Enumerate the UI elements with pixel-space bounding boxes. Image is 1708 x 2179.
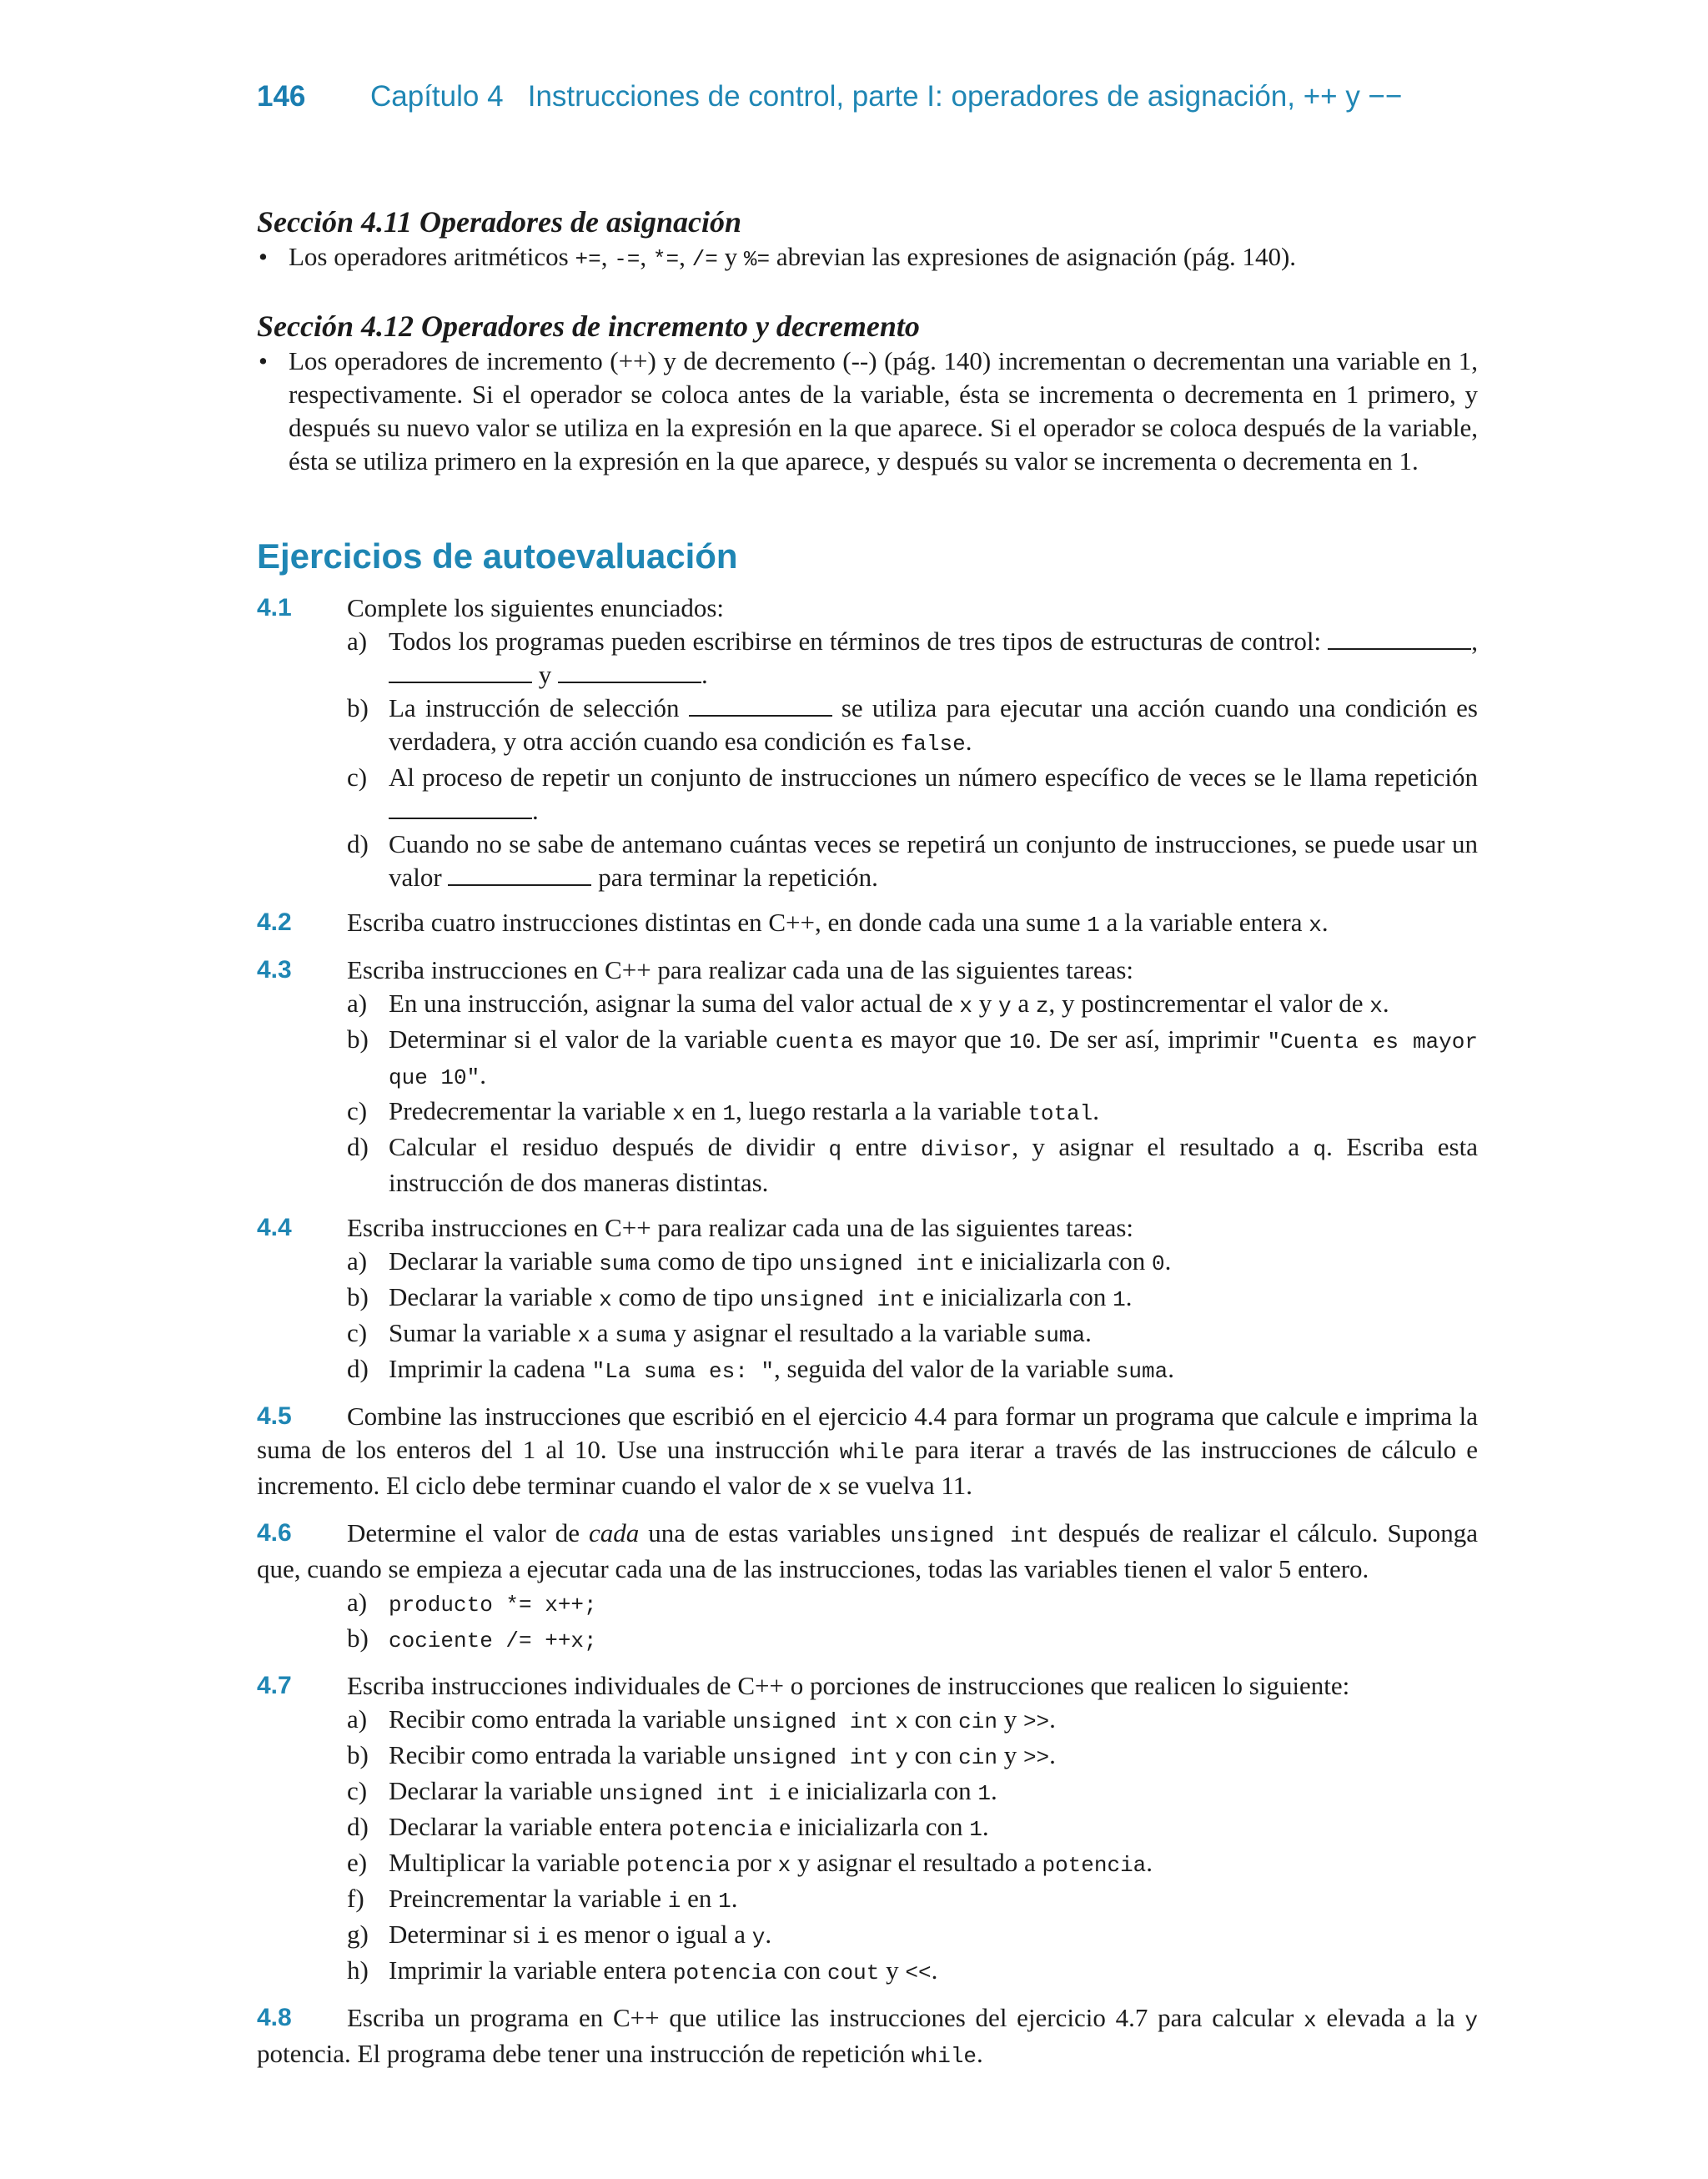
exercise-number: 4.2 xyxy=(257,908,292,936)
list-item: d) Calcular el residuo después de dividir q entre divisor, y asignar el resultado a q. Escriba esta instrucción de dos maneras distintas. xyxy=(347,1132,1478,1197)
exercise-stem: Escriba instrucciones en C++ para realizar cada una de las siguientes tareas: xyxy=(347,955,1134,984)
answer-blank[interactable] xyxy=(389,658,532,683)
section-bullet-4-11: • Los operadores aritméticos +=, -=, *=, /= y %= abrevian las expresiones de asignación (pág. 140). xyxy=(257,240,1478,276)
list-item: c) Predecrementar la variable x en 1, luego restarla a la variable total. xyxy=(347,1096,1099,1126)
exercise-4-4 xyxy=(257,1211,1478,1388)
section-bullet-4-12: • Los operadores de incremento (++) y de decremento (--) (pág. 140) incrementan o decrementan una variable en 1, respectivamente. Si el operador se coloca antes de la variable, ésta se incrementa o decrementa en 1 primero, y después su nuevo valor se utiliza en la expresión en la que aparece. Si el operador se coloca después de la variable, ésta se utiliza primero en la expresión en la que aparece, y después su valor se incrementa o decrementa en 1. xyxy=(257,345,1478,478)
exercises-heading: Ejercicios de autoevaluación xyxy=(257,536,738,576)
exercise-number: 4.3 xyxy=(257,956,292,984)
page-number: 146 xyxy=(257,80,306,113)
list-item: d) Cuando no se sabe de antemano cuántas veces se repetirá un conjunto de instrucciones, se puede usar un valor para terminar la repetición. xyxy=(347,829,1478,892)
answer-blank[interactable] xyxy=(1328,625,1471,650)
exercise-4-7 xyxy=(257,1669,1478,1990)
list-item: a) Todos los programas pueden escribirse en términos de tres tipos de estructuras de control: , y . xyxy=(347,627,1478,689)
exercise-stem: Escriba instrucciones en C++ para realizar cada una de las siguientes tareas: xyxy=(347,1213,1134,1242)
list-item: c) Al proceso de repetir un conjunto de instrucciones un número específico de veces se le llama repetición . xyxy=(347,762,1478,825)
list-item: d) Imprimir la cadena "La suma es: ", seguida del valor de la variable suma. xyxy=(347,1354,1174,1384)
list-item: e) Multiplicar la variable potencia por x y asignar el resultado a potencia. xyxy=(347,1848,1153,1878)
list-item: a) Declarar la variable suma como de tipo unsigned int e inicializarla con 0. xyxy=(347,1246,1172,1276)
chapter-title: Capítulo 4 Instrucciones de control, parte I: operadores de asignación, ++ y −− xyxy=(370,80,1403,113)
exercise-4-3 xyxy=(257,954,1478,1200)
section-heading-4-12: Sección 4.12 Operadores de incremento y decremento xyxy=(257,309,920,343)
list-item: f) Preincrementar la variable i en 1. xyxy=(347,1884,738,1914)
exercise-stem: Combine las instrucciones que escribió en el ejercicio 4.4 para formar un programa que calcule e imprima la suma de los enteros del 1 al 10. Use una instrucción while para iterar a través de las instrucciones de cálculo e incremento. El ciclo debe terminar cuando el valor de x se vuelva 11. xyxy=(257,1402,1478,1501)
exercise-number: 4.5 xyxy=(257,1402,292,1430)
exercise-stem: Escriba un programa en C++ que utilice las instrucciones del ejercicio 4.7 para calcular x elevada a la y potencia. El programa debe tener una instrucción de repetición while. xyxy=(257,2003,1479,2069)
list-item: c) Declarar la variable unsigned int i e inicializarla con 1. xyxy=(347,1776,997,1806)
answer-blank[interactable] xyxy=(558,658,701,683)
exercise-4-2 xyxy=(257,906,1478,942)
exercise-number: 4.7 xyxy=(257,1672,292,1699)
page-body xyxy=(257,204,1478,2073)
exercise-stem: Complete los siguientes enunciados: xyxy=(347,593,725,622)
list-item: g) Determinar si i es menor o igual a y. xyxy=(347,1920,772,1950)
answer-blank[interactable] xyxy=(389,794,532,819)
exercise-stem: Escriba instrucciones individuales de C++ o porciones de instrucciones que realicen lo siguiente: xyxy=(347,1671,1350,1700)
answer-blank[interactable] xyxy=(448,861,591,886)
exercise-4-1 xyxy=(257,591,1478,894)
list-item: a) En una instrucción, asignar la suma del valor actual de x y y a z, y postincrementar el valor de x. xyxy=(347,989,1389,1019)
list-item: h) Imprimir la variable entera potencia con cout y <<. xyxy=(347,1955,938,1985)
answer-blank[interactable] xyxy=(689,692,832,717)
list-item: c) Sumar la variable x a suma y asignar el resultado a la variable suma. xyxy=(347,1318,1092,1348)
exercise-number: 4.4 xyxy=(257,1214,292,1241)
exercise-4-5 xyxy=(257,1400,1478,1505)
list-item: d) Declarar la variable entera potencia e inicializarla con 1. xyxy=(347,1812,989,1842)
exercise-number: 4.8 xyxy=(257,2004,292,2031)
section-heading-4-11: Sección 4.11 Operadores de asignación xyxy=(257,205,741,239)
list-item: a) Recibir como entrada la variable unsigned int x con cin y >>. xyxy=(347,1704,1056,1734)
list-item: b) cociente /= ++x; xyxy=(347,1623,597,1653)
list-item: b) Declarar la variable x como de tipo unsigned int e inicializarla con 1. xyxy=(347,1282,1133,1312)
exercise-number: 4.1 xyxy=(257,594,292,621)
list-item: a) producto *= x++; xyxy=(347,1588,597,1618)
list-item: b) Determinar si el valor de la variable cuenta es mayor que 10. De ser así, imprimir "Cuenta es mayor que 10". xyxy=(347,1024,1478,1090)
list-item: b) La instrucción de selección se utiliza para ejecutar una acción cuando una condición es verdadera, y otra acción cuando esa condición es false. xyxy=(347,693,1478,757)
exercise-4-8 xyxy=(257,2001,1478,2073)
exercise-stem: Escriba cuatro instrucciones distintas en C++, en donde cada una sume 1 a la variable entera x. xyxy=(347,908,1329,938)
exercise-stem: Determine el valor de cada una de estas variables unsigned int después de realizar el cálculo. Suponga que, cuando se empieza a ejecutar cada una de las instrucciones, todas las variables tienen el valor 5 entero. xyxy=(257,1518,1479,1583)
running-header xyxy=(257,80,1483,117)
exercise-number: 4.6 xyxy=(257,1519,292,1547)
exercise-4-6 xyxy=(257,1517,1478,1658)
list-item: b) Recibir como entrada la variable unsigned int y con cin y >>. xyxy=(347,1740,1056,1770)
